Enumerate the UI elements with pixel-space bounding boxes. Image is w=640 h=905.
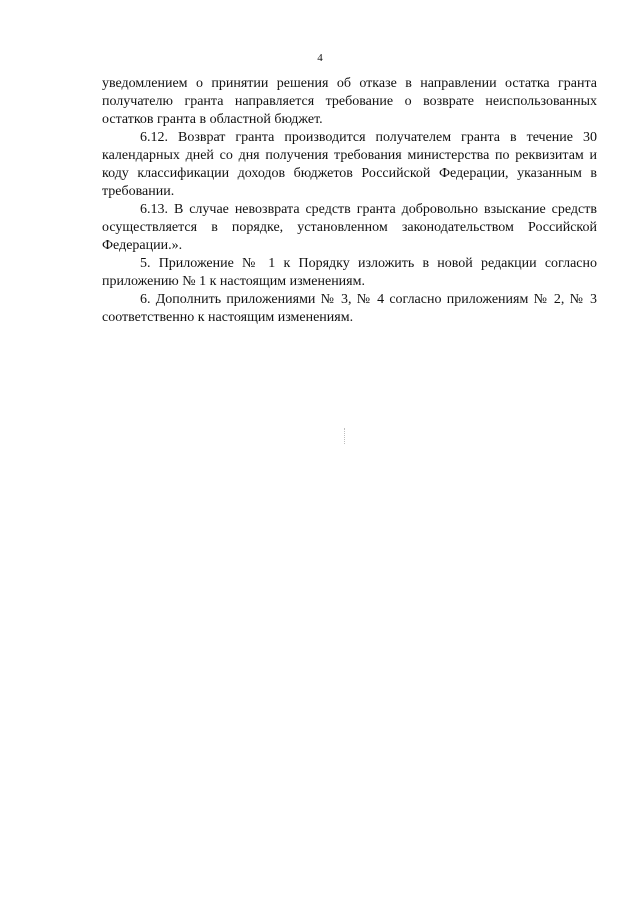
document-body <box>102 75 597 327</box>
paragraph-item-6: 6. Дополнить приложениями № 3, № 4 согласно приложениям № 2, № 3 соответственно к настоящим изменениям. <box>102 292 597 325</box>
page-number: 4 <box>317 52 323 64</box>
paragraph-6-13: 6.13. В случае невозврата средств гранта добровольно взыскание средств осуществляется в порядке, установленном законодательством Российской Федерации.». <box>102 202 597 253</box>
paragraph-item-5: 5. Приложение № 1 к Порядку изложить в новой редакции согласно приложению № 1 к настоящим изменениям. <box>102 256 597 289</box>
paragraph-continuation: уведомлением о принятии решения об отказе в направлении остатка гранта получателю гранта направляется требование о возврате неиспользованных остатков гранта в областной бюджет. <box>102 76 597 127</box>
scan-artifact <box>344 428 346 444</box>
paragraph-6-12: 6.12. Возврат гранта производится получателем гранта в течение 30 календарных дней со дня получения требования министерства по реквизитам и коду классификации доходов бюджетов Российской Федерации, указанным в требовании. <box>102 130 597 199</box>
